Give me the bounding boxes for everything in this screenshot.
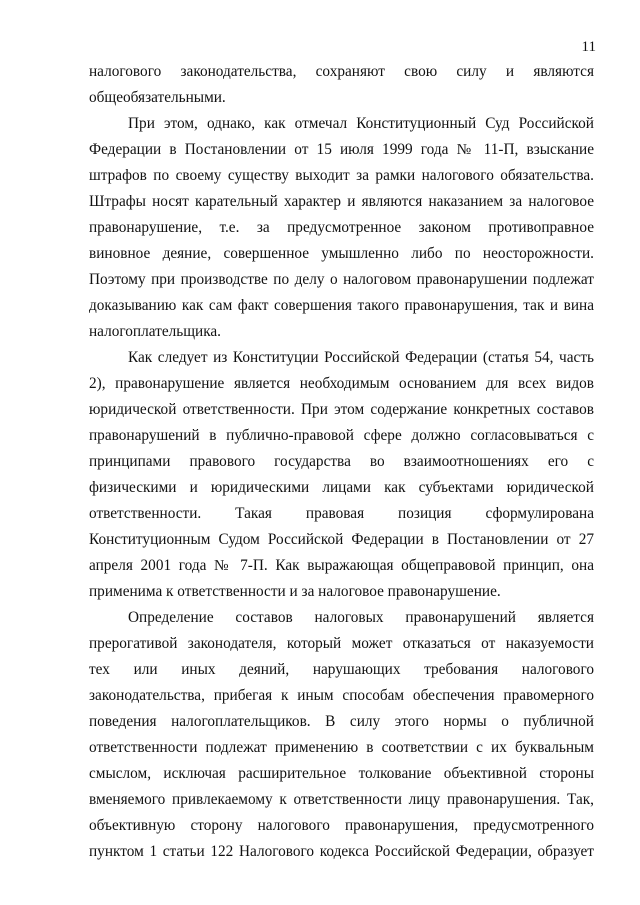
text-line: апреля 2001 года № 7-П. Как выражающая общеправовой принцип, она <box>89 557 594 574</box>
text-line: прерогативой законодателя, который может отказаться от наказуемости <box>89 635 594 652</box>
paragraph-2 <box>89 111 594 345</box>
text-line: применима к ответственности и за налоговое правонарушение. <box>89 583 501 600</box>
text-line: налогоплательщика. <box>89 323 222 340</box>
text-line: Поэтому при производстве по делу о налоговом правонарушении подлежат <box>89 271 594 288</box>
text-line: Как следует из Конституции Российской Федерации (статья 54, часть <box>128 349 594 366</box>
paragraph-1 <box>89 59 594 111</box>
text-line: штрафов по своему существу выходит за рамки налогового обязательства. <box>89 167 594 184</box>
text-line: тех или иных деяний, нарушающих требования налогового <box>89 661 594 678</box>
text-line: пунктом 1 статьи 122 Налогового кодекса Российской Федерации, образует <box>89 843 594 860</box>
body-text <box>89 59 594 865</box>
text-line: Определение составов налоговых правонарушений является <box>128 609 594 626</box>
text-line: При этом, однако, как отмечал Конституционный Суд Российской <box>128 115 594 132</box>
text-line: правонарушение, т.е. за предусмотренное законом противоправное <box>89 219 594 236</box>
text-line: смыслом, исключая расширительное толкование объективной стороны <box>89 765 594 782</box>
text-line: объективную сторону налогового правонарушения, предусмотренного <box>89 817 594 834</box>
text-line: физическими и юридическими лицами как субъектами юридической <box>89 479 594 496</box>
text-line: Штрафы носят карательный характер и являются наказанием за налоговое <box>89 193 594 210</box>
text-line: Федерации в Постановлении от 15 июля 1999 года № 11-П, взыскание <box>89 141 594 158</box>
text-line: поведения налогоплательщиков. В силу этого нормы о публичной <box>89 713 594 730</box>
text-line: законодательства, прибегая к иным способам обеспечения правомерного <box>89 687 594 704</box>
text-line: ответственности подлежат применению в соответствии с их буквальным <box>89 739 594 756</box>
paragraph-4 <box>89 605 594 865</box>
text-line: налогового законодательства, сохраняют свою силу и являются <box>89 63 594 80</box>
text-line: ответственности. Такая правовая позиция сформулирована <box>89 505 594 522</box>
text-line: общеобязательными. <box>89 89 226 106</box>
text-line: вменяемого привлекаемому к ответственности лицу правонарушения. Так, <box>89 791 594 808</box>
paragraph-3 <box>89 345 594 605</box>
text-line: принципами правового государства во взаимоотношениях его с <box>89 453 594 470</box>
text-line: Конституционным Судом Российской Федерации в Постановлении от 27 <box>89 531 594 548</box>
text-line: юридической ответственности. При этом содержание конкретных составов <box>89 401 594 418</box>
text-line: доказыванию как сам факт совершения такого правонарушения, так и вина <box>89 297 594 314</box>
page-number: 11 <box>581 39 596 55</box>
text-line: правонарушений в публично-правовой сфере должно согласовываться с <box>89 427 594 444</box>
text-line: 2), правонарушение является необходимым основанием для всех видов <box>89 375 594 392</box>
text-line: виновное деяние, совершенное умышленно либо по неосторожности. <box>89 245 594 262</box>
